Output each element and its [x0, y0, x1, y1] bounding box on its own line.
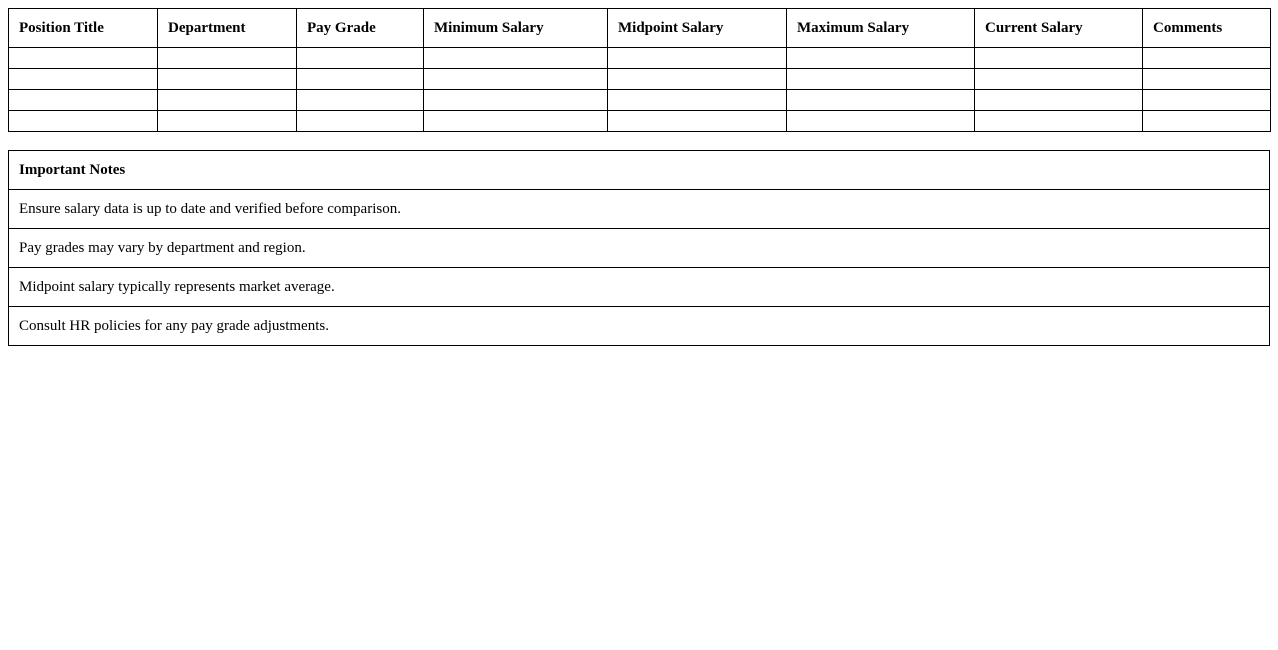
header-minimum-salary: Minimum Salary [424, 9, 608, 48]
note-row [9, 229, 1270, 268]
table-cell[interactable] [1143, 111, 1271, 132]
table-row [9, 111, 1271, 132]
table-cell[interactable] [975, 90, 1143, 111]
table-cell[interactable] [9, 48, 158, 69]
table-cell[interactable] [608, 111, 787, 132]
table-cell[interactable] [424, 69, 608, 90]
table-cell[interactable] [1143, 90, 1271, 111]
note-row [9, 190, 1270, 229]
header-current-salary: Current Salary [975, 9, 1143, 48]
table-cell[interactable] [975, 111, 1143, 132]
header-midpoint-salary: Midpoint Salary [608, 9, 787, 48]
table-cell[interactable] [787, 69, 975, 90]
table-cell[interactable] [158, 90, 297, 111]
table-cell[interactable] [297, 48, 424, 69]
table-cell[interactable] [608, 48, 787, 69]
table-header-row [9, 9, 1271, 48]
header-pay-grade: Pay Grade [297, 9, 424, 48]
table-cell[interactable] [158, 111, 297, 132]
table-cell[interactable] [9, 90, 158, 111]
table-row [9, 69, 1271, 90]
table-cell[interactable] [9, 111, 158, 132]
table-cell[interactable] [787, 111, 975, 132]
table-cell[interactable] [608, 90, 787, 111]
notes-header-row [9, 151, 1270, 190]
table-cell[interactable] [975, 69, 1143, 90]
table-row [9, 90, 1271, 111]
table-cell[interactable] [1143, 69, 1271, 90]
table-cell[interactable] [787, 90, 975, 111]
table-cell[interactable] [297, 90, 424, 111]
note-row [9, 307, 1270, 346]
table-cell[interactable] [975, 48, 1143, 69]
table-cell[interactable] [158, 69, 297, 90]
table-cell[interactable] [424, 90, 608, 111]
important-notes-table [8, 150, 1270, 346]
note-row [9, 268, 1270, 307]
header-comments: Comments [1143, 9, 1271, 48]
note-item: Ensure salary data is up to date and verified before comparison. [9, 190, 1270, 229]
table-cell[interactable] [787, 48, 975, 69]
table-cell[interactable] [424, 111, 608, 132]
notes-title: Important Notes [9, 151, 1270, 190]
header-department: Department [158, 9, 297, 48]
table-cell[interactable] [297, 69, 424, 90]
table-cell[interactable] [9, 69, 158, 90]
note-item: Pay grades may vary by department and region. [9, 229, 1270, 268]
table-cell[interactable] [1143, 48, 1271, 69]
table-cell[interactable] [158, 48, 297, 69]
salary-comparison-table [8, 8, 1271, 132]
note-item: Midpoint salary typically represents market average. [9, 268, 1270, 307]
table-cell[interactable] [608, 69, 787, 90]
table-cell[interactable] [297, 111, 424, 132]
header-position-title: Position Title [9, 9, 158, 48]
note-item: Consult HR policies for any pay grade adjustments. [9, 307, 1270, 346]
header-maximum-salary: Maximum Salary [787, 9, 975, 48]
table-row [9, 48, 1271, 69]
table-cell[interactable] [424, 48, 608, 69]
